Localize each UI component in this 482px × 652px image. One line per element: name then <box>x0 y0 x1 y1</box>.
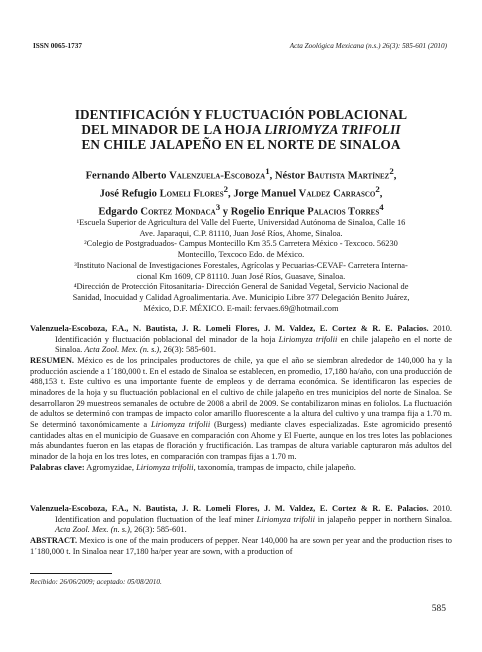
citation-species: Liriomyza trifolii <box>256 514 315 524</box>
author-affiliation-mark: 2 <box>223 183 229 194</box>
author-list <box>40 165 442 219</box>
keywords-text: , taxonomía, trampas de impacto, chile jalapeño. <box>193 462 356 472</box>
author-separator: y Rogelio Enrique <box>220 206 308 218</box>
author-affiliation-mark: 2 <box>375 183 380 194</box>
abstract-species: Liriomyza trifolii <box>150 419 211 429</box>
author-separator: , Néstor <box>269 170 308 182</box>
author-last-name: Cortez Mondaca <box>140 206 216 218</box>
abstract-text: México es de los principales productores de chile, ya que el año se siembran alrededor de 140,000 ha y la producción asciende a 1´180,000 t. En el estado de Sinaloa se establecen, en promedio, 17,180 ha/año, con una producción de 488,153 t. Este cultivo es una importante fuente de empleos y de derrama económica. Se identificaron las especies de minadores de la hoja y su fluctuación poblacional en el cultivo de chile jalapeño en tres municipios del norte de Sinaloa. Se desarrollaron 29 muestreos semanales de octubre de 2008 a abril de 2009. Se contabilizaron minas en foliolos. La fluctuación de adultos se determinó con trampas de impacto color amarillo fluorescente a la altura del cultivo y una trampa fija a 1.70 m. Se determinó taxonómicamente a <box>30 355 452 429</box>
author-affiliation-mark: 2 <box>389 166 394 176</box>
keywords-species: Liriomyza trifolii <box>136 462 194 472</box>
author-affiliation-mark: 3 <box>215 201 221 212</box>
citation-text: 26(3): 585-601. <box>132 525 187 535</box>
affiliation-line: cional Km 1609, CP 81110. Juan José Ríos, Guasave, Sinaloa. <box>136 271 346 281</box>
abstract-text: Mexico is one of the main producers of pepper. Near 140,000 ha are sown per year and the production rises to 1´180,000 t. In Sinaloa near 17,180 ha/per year are sown, with a production of <box>30 535 452 556</box>
title-line <box>40 122 442 137</box>
affiliation-line: Sanidad, Inocuidad y Calidad Agroalimentaria. Ave. Municipio Libre 377 Delegación Benito Juárez, <box>72 292 410 302</box>
spanish-abstract <box>30 356 452 463</box>
citation-journal: Acta Zool. Mex. (n. s.), <box>55 525 132 535</box>
article-title <box>40 107 442 153</box>
affiliation-line: ³Instituto Nacional de Investigaciones Forestales, Agrícolas y Pecuarias-CEVAF- Carretera Interna- <box>74 260 408 270</box>
spanish-keywords <box>30 463 452 474</box>
author-separator: , <box>393 170 397 182</box>
citation-text: 26(3): 585-601. <box>161 345 216 355</box>
author-last-name: Valenzuela-Escoboza <box>169 170 266 182</box>
english-citation <box>30 504 452 536</box>
citation-text: en chile jalapeño en el norte de Sinaloa. <box>55 334 452 355</box>
title-text: DEL MINADOR DE LA HOJA <box>81 122 265 138</box>
spanish-citation <box>30 324 452 356</box>
affiliation-line: ⁴Dirección de Protección Fitosanitaria- Dirección General de Sanidad Vegetal, Servicio Nacional de <box>73 282 409 292</box>
author-line <box>40 183 442 201</box>
received-accepted-dates: Recibido: 26/06/2009; aceptado: 05/08/2010. <box>30 578 162 586</box>
title-species: LIRIOMYZA TRIFOLII <box>264 122 401 138</box>
affiliation-line: ¹Escuela Superior de Agricultura del Valle del Fuerte, Universidad Autónoma de Sinaloa, Calle 16 <box>76 218 406 227</box>
author-separator: , Jorge Manuel <box>228 188 299 200</box>
citation-journal: Acta Zool. Mex. (n. s.), <box>84 345 162 355</box>
journal-issn: ISSN 0065-1737 <box>33 42 82 50</box>
title-line: IDENTIFICACIÓN Y FLUCTUACIÓN POBLACIONAL <box>74 107 408 122</box>
affiliations <box>30 218 452 314</box>
citation-text: 2010. Identificación y fluctuación poblacional del minador de la hoja <box>55 324 453 344</box>
title-line: EN CHILE JALAPEÑO EN EL NORTE DE SINALOA <box>81 137 401 153</box>
author-line <box>40 165 442 183</box>
affiliation-line: ²Colegio de Postgraduados- Campus Montecillo Km 35.5 Carretera México - Texcoco. 56230 <box>84 239 398 249</box>
abstract-label: RESUMEN. <box>30 355 74 365</box>
affiliation-line: México, D.F. MÉXICO. E-mail: fervaes.69@hotmail.com <box>143 303 339 313</box>
affiliation-line: Ave. Japaraqui, C.P. 81110, Juan José Ríos, Ahome, Sinaloa. <box>139 228 343 238</box>
author-last-name: Bautista Martínez <box>307 170 390 182</box>
author-last-name: Valdez Carrasco <box>298 188 376 200</box>
author-separator: , <box>379 188 383 200</box>
author-last-name: Palacios Torres <box>307 206 380 218</box>
keywords-label: Palabras clave: <box>30 462 85 472</box>
author-first-name: José Refugio <box>99 188 160 200</box>
author-affiliation-mark: 4 <box>379 201 384 212</box>
author-last-name: Lomeli Flores <box>159 188 224 200</box>
author-line <box>40 201 442 219</box>
author-first-name: Edgardo <box>98 206 141 218</box>
page-number: 585 <box>431 604 446 614</box>
citation-species: Liriomyza trifolii <box>278 334 338 344</box>
citation-text: in jalapeño pepper in northern Sinaloa. <box>314 514 452 524</box>
spanish-abstract-block <box>30 324 452 473</box>
abstract-label: ABSTRACT. <box>30 535 78 545</box>
author-first-name: Fernando Alberto <box>85 170 170 182</box>
author-affiliation-mark: 1 <box>265 166 270 176</box>
english-abstract <box>30 536 452 557</box>
citation-text: 2010. Identification and population fluctuation of the leaf miner <box>55 504 453 524</box>
english-abstract-block <box>30 504 452 557</box>
footnote-divider <box>30 573 112 574</box>
citation-authors: Valenzuela-Escoboza, F.A., N. Bautista, J. R. Lomeli Flores, J. M. Valdez, E. Cortez & R. E. Palacios. <box>30 324 429 333</box>
keywords-text: Agromyzidae, <box>84 462 137 472</box>
abstract-text: (Burgess) mediante claves especializadas. Este agromicido presentó cantidades altas en el municipio de Guasave en comparación con Ahome y El Fuerte, aunque en los tres lotes las poblaciones más abundantes fueron en las etapas de floración y fructificación. Las trampas de altura variable capturaron más adultos del minador de la hoja en los tres lotes, en comparación con trampas fijas a 1.70 m. <box>30 419 452 461</box>
journal-running-header: Acta Zoológica Mexicana (n.s.) 26(3): 585-601 (2010) <box>289 42 447 50</box>
citation-authors: Valenzuela-Escoboza, F.A., N. Bautista, J. R. Lomeli Flores, J. M. Valdez, E. Cortez & R. E. Palacios. <box>30 504 429 513</box>
affiliation-line: Montecillo, Texcoco Edo. de México. <box>177 250 305 260</box>
